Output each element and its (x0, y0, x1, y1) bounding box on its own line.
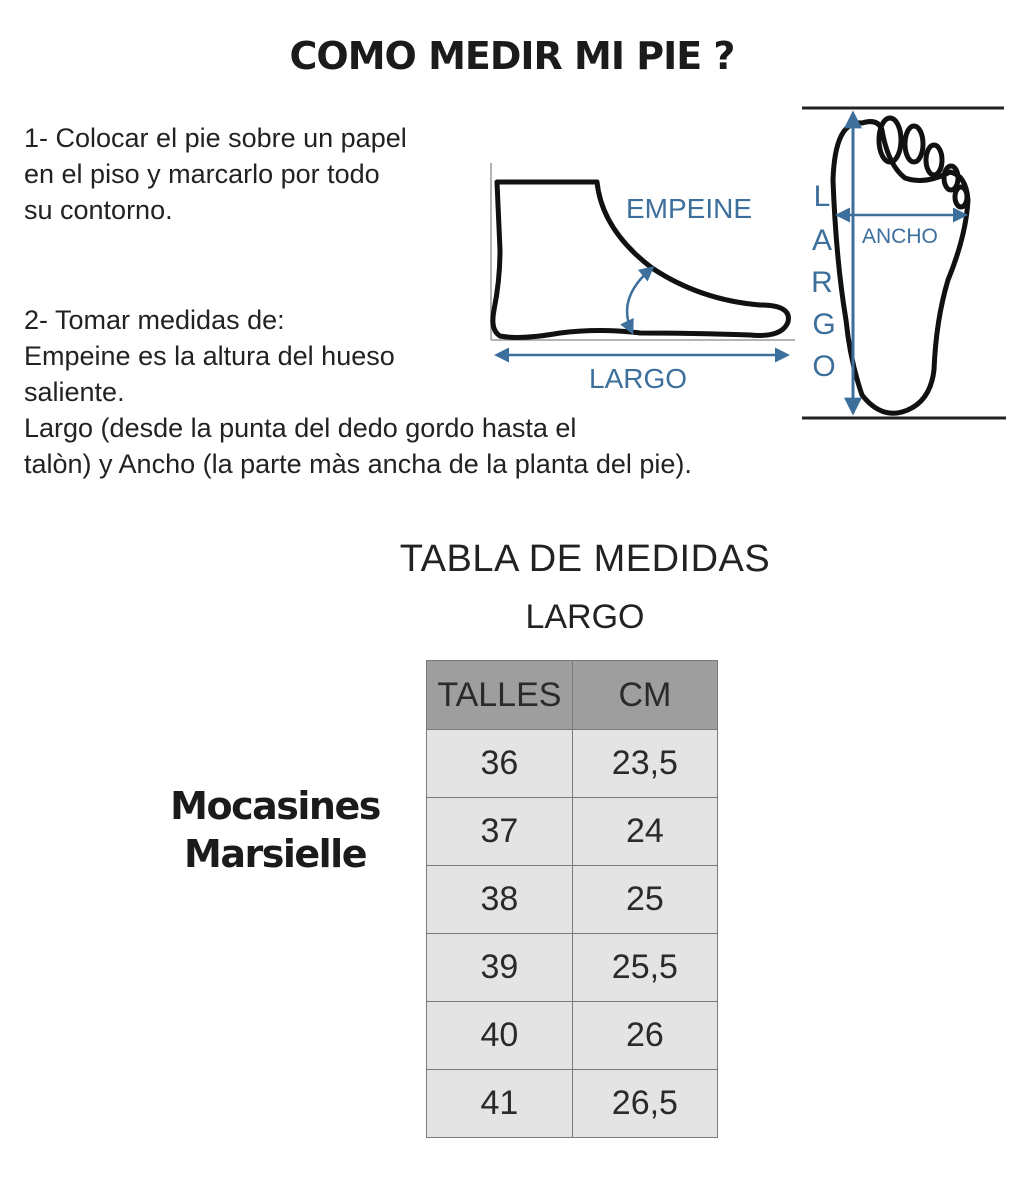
cm-cell: 23,5 (572, 730, 717, 798)
header-talles: TALLES (427, 661, 573, 730)
size-table (426, 660, 718, 1138)
instruction-step-1: 1- Colocar el pie sobre un papel en el piso y marcarlo por todo su contorno. (24, 123, 407, 225)
table-row (427, 730, 718, 798)
instruction-step-2-continued: Largo (desde la punta del dedo gordo hasta el talòn) y Ancho (la parte màs ancha de la planta del pie). (24, 413, 692, 479)
table-header-row (427, 661, 718, 730)
cm-cell: 26,5 (572, 1070, 717, 1138)
talle-cell: 36 (427, 730, 573, 798)
table-row (427, 866, 718, 934)
table-row (427, 1002, 718, 1070)
table-title: TABLA DE MEDIDAS (399, 538, 771, 580)
talle-cell: 37 (427, 798, 573, 866)
largo-letter: L (813, 180, 831, 213)
product-name-line-1: Mocasines (170, 784, 380, 828)
side-largo-label: LARGO (589, 363, 688, 394)
empeine-arrow (627, 268, 652, 332)
cm-cell: 25 (572, 866, 717, 934)
instruction-step-2: 2- Tomar medidas de: Empeine es la altura del hueso saliente. (24, 305, 395, 407)
table-row (427, 798, 718, 866)
foot-measure-diagram (0, 0, 1024, 440)
cm-cell: 25,5 (572, 934, 717, 1002)
side-foot-icon (491, 163, 795, 340)
cm-cell: 24 (572, 798, 717, 866)
talle-cell: 39 (427, 934, 573, 1002)
largo-letter: O (812, 350, 836, 383)
product-name (130, 782, 420, 878)
table-subtitle: LARGO (525, 598, 645, 636)
cm-cell: 26 (572, 1002, 717, 1070)
largo-letter: R (811, 266, 833, 299)
product-name-line-2: Marsielle (184, 832, 366, 876)
header-cm: CM (572, 661, 717, 730)
empeine-label: EMPEINE (626, 193, 753, 224)
largo-letter: G (812, 308, 836, 341)
largo-letter: A (811, 224, 833, 257)
table-row (427, 1070, 718, 1138)
page-title: COMO MEDIR MI PIE ? (289, 34, 735, 78)
talle-cell: 38 (427, 866, 573, 934)
table-row (427, 934, 718, 1002)
talle-cell: 41 (427, 1070, 573, 1138)
ancho-label: ANCHO (862, 225, 938, 248)
talle-cell: 40 (427, 1002, 573, 1070)
